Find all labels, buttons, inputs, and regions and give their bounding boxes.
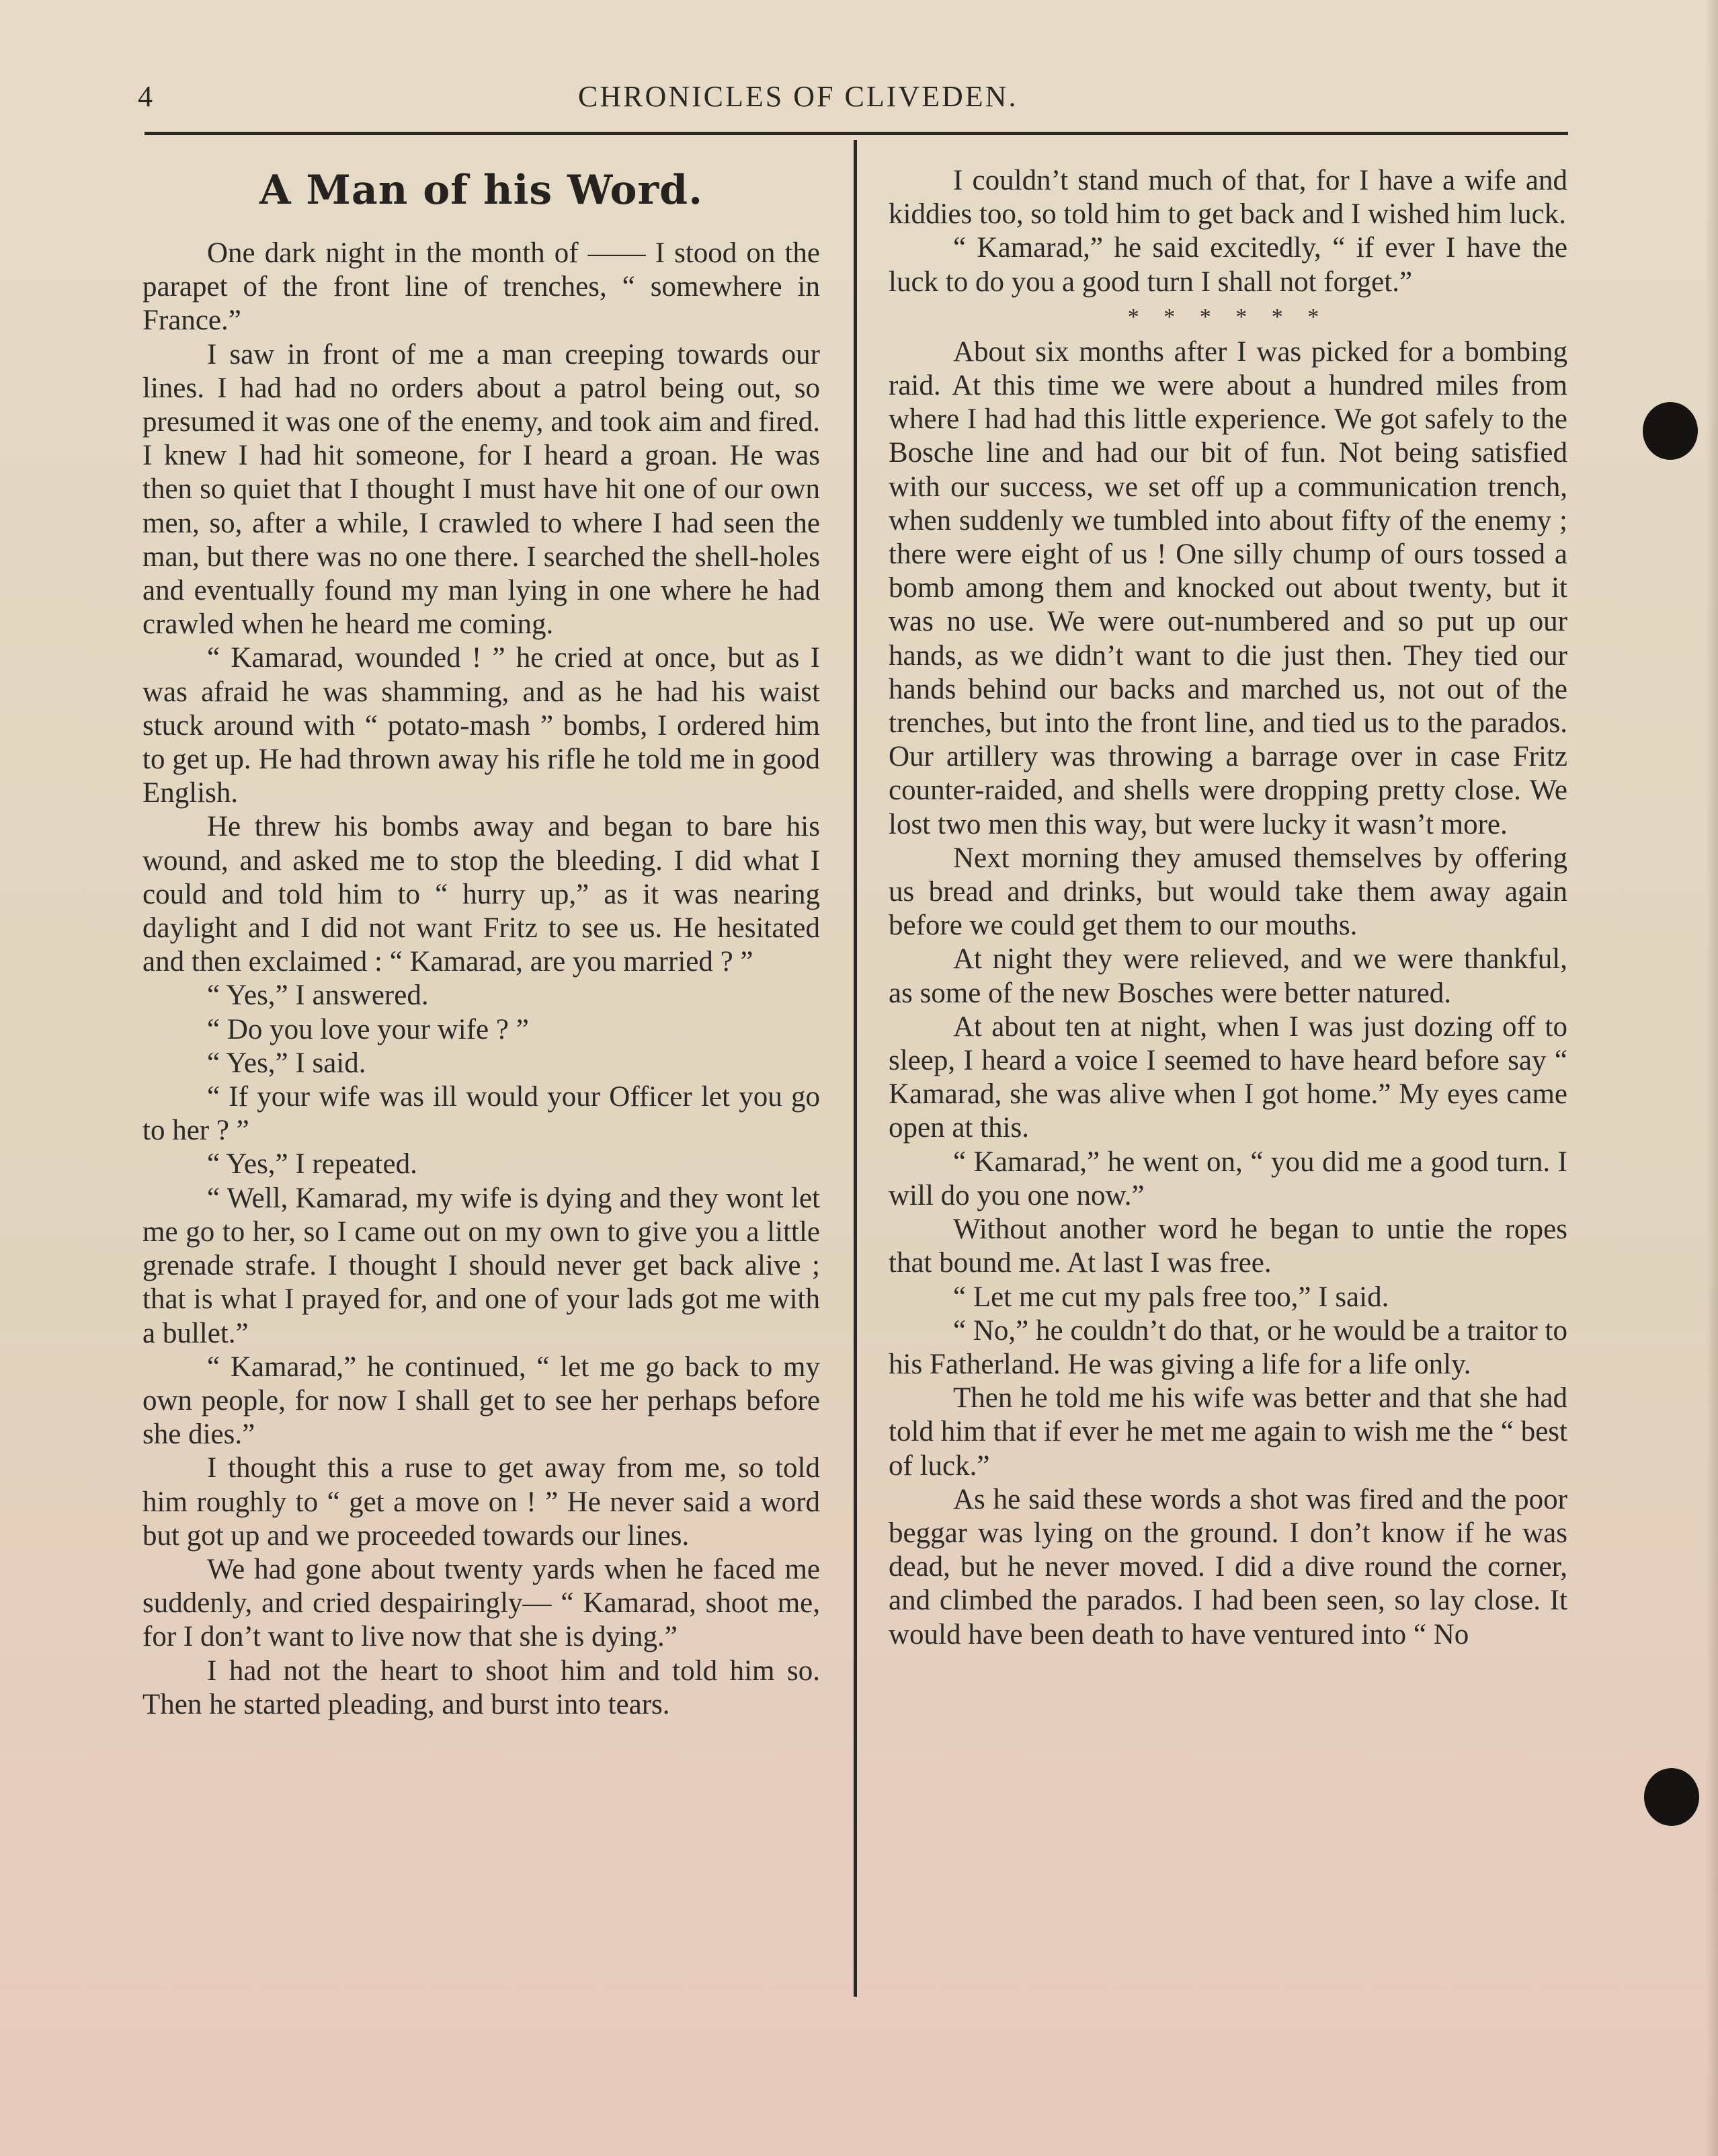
paragraph: “ Kamarad,” he continued, “ let me go back to my own people, for now I shall get to see her perhaps before she dies.” xyxy=(142,1351,820,1451)
paragraph: About six months after I was picked for a bombing raid. At this time we were about a hundred miles from where I had had this little experience. We got safely to the Bosche line and had our bit of fun. Not being satisfied with our success, we set off up a communication trench, when suddenly we tumbled into about fifty of the enemy ; there were eight of us ! One silly chump of ours tossed a bomb among them and knocked out about twenty, but it was no use. We were out-numbered and so put up our hands, as we didn’t want to die just then. They tied our hands behind our backs and marched us, not out of the trenches, but into the front line, and tied us to the parados. Our artillery was throwing a barrage over in case Fritz counter-raided, and shells were dropping pretty close. We lost two men this way, but were lucky it wasn’t more. xyxy=(889,335,1567,840)
paragraph: We had gone about twenty yards when he faced me suddenly, and cried despairingly— “ Kamarad, shoot me, for I don’t want to live now that she is dying.” xyxy=(142,1553,820,1653)
running-title: CHRONICLES OF CLIVEDEN. xyxy=(578,80,1018,113)
paragraph: I couldn’t stand much of that, for I have a wife and kiddies too, so told him to get back and I wished him luck. xyxy=(889,165,1567,231)
left-column xyxy=(142,237,820,1722)
paragraph: I saw in front of me a man creeping towards our lines. I had had no orders about a patrol being out, so presumed it was one of the enemy, and took aim and fired. I knew I had hit someone, for I heard a groan. He was then so quiet that I thought I must have hit one of our own men, so, after a while, I crawled to where I had seen the man, but there was no one there. I searched the shell-holes and eventually found my man lying in one where he had crawled when he heard me coming. xyxy=(142,338,820,641)
paragraph: “ No,” he couldn’t do that, or he would be a traitor to his Fatherland. He was giving a life for a life only. xyxy=(889,1314,1567,1380)
paragraph: As he said these words a shot was fired and the poor beggar was lying on the ground. I don’t know if he was dead, but he never moved. I did a dive round the corner, and climbed the parados. I had been seen, so lay close. It would have been death to have ventured into “ No xyxy=(889,1483,1567,1650)
paragraph: Without another word he began to untie the ropes that bound me. At last I was free. xyxy=(889,1213,1567,1279)
paragraph: “ Well, Kamarad, my wife is dying and they wont let me go to her, so I came out on my own to give you a little grenade strafe. I thought I should never get back alive ; that is what I prayed for, and one of your lads got me with a bullet.” xyxy=(142,1182,820,1349)
paragraph: I thought this a ruse to get away from me, so told him roughly to “ get a move on ! ” He never said a word but got up and we proceeded towards our lines. xyxy=(142,1452,820,1552)
paragraph: “ If your wife was ill would your Officer let you go to her ? ” xyxy=(142,1081,820,1147)
article-title: A Man of his Word. xyxy=(259,167,703,214)
paragraph: At about ten at night, when I was just dozing off to sleep, I heard a voice I seemed to have heard before say “ Kamarad, she was alive when I got home.” My eyes came open at this. xyxy=(889,1010,1567,1144)
page-edge-shadow xyxy=(1706,0,1718,2156)
paragraph: Next morning they amused themselves by offering us bread and drinks, but would take them away again before we could get them to our mouths. xyxy=(889,842,1567,942)
paragraph: “ Yes,” I answered. xyxy=(207,980,429,1012)
punch-hole xyxy=(1644,1768,1699,1826)
paragraph: I had not the heart to shoot him and told him so. Then he started pleading, and burst into tears. xyxy=(142,1654,820,1720)
header-rule xyxy=(145,132,1568,135)
paragraph: At night they were relieved, and we were thankful, as some of the new Bosches were better natured. xyxy=(889,943,1567,1009)
paragraph: Then he told me his wife was better and that she had told him that if ever he met me again to wish me the “ best of luck.” xyxy=(889,1382,1567,1482)
paragraph: “ Let me cut my pals free too,” I said. xyxy=(953,1281,1389,1313)
paragraph: “ Kamarad, wounded ! ” he cried at once, but as I was afraid he was shamming, and as he had his waist stuck around with “ potato-mash ” bombs, I ordered him to get up. He had thrown away his rifle he told me in good English. xyxy=(142,642,820,809)
paragraph: One dark night in the month of —— I stood on the parapet of the front line of trenches, “ somewhere in France.” xyxy=(142,237,820,337)
column-divider xyxy=(854,140,857,1997)
right-column xyxy=(889,164,1567,1652)
paragraph: “ Kamarad,” he went on, “ you did me a good turn. I will do you one now.” xyxy=(889,1146,1567,1211)
paragraph: “ Yes,” I said. xyxy=(207,1047,366,1079)
paragraph: “ Kamarad,” he said excitedly, “ if ever I have the luck to do you a good turn I shall not forget.” xyxy=(889,232,1567,298)
paragraph: “ Yes,” I repeated. xyxy=(207,1148,417,1181)
punch-hole xyxy=(1643,402,1698,460)
section-break: * * * * * * xyxy=(1127,304,1329,329)
page-number: 4 xyxy=(138,80,153,113)
paragraph: He threw his bombs away and began to bare his wound, and asked me to stop the bleeding. I did what I could and told him to “ hurry up,” as it was nearing daylight and I did not want Fritz to see us. He hesitated and then exclaimed : “ Kamarad, are you married ? ” xyxy=(142,811,820,978)
paragraph: “ Do you love your wife ? ” xyxy=(207,1013,529,1045)
